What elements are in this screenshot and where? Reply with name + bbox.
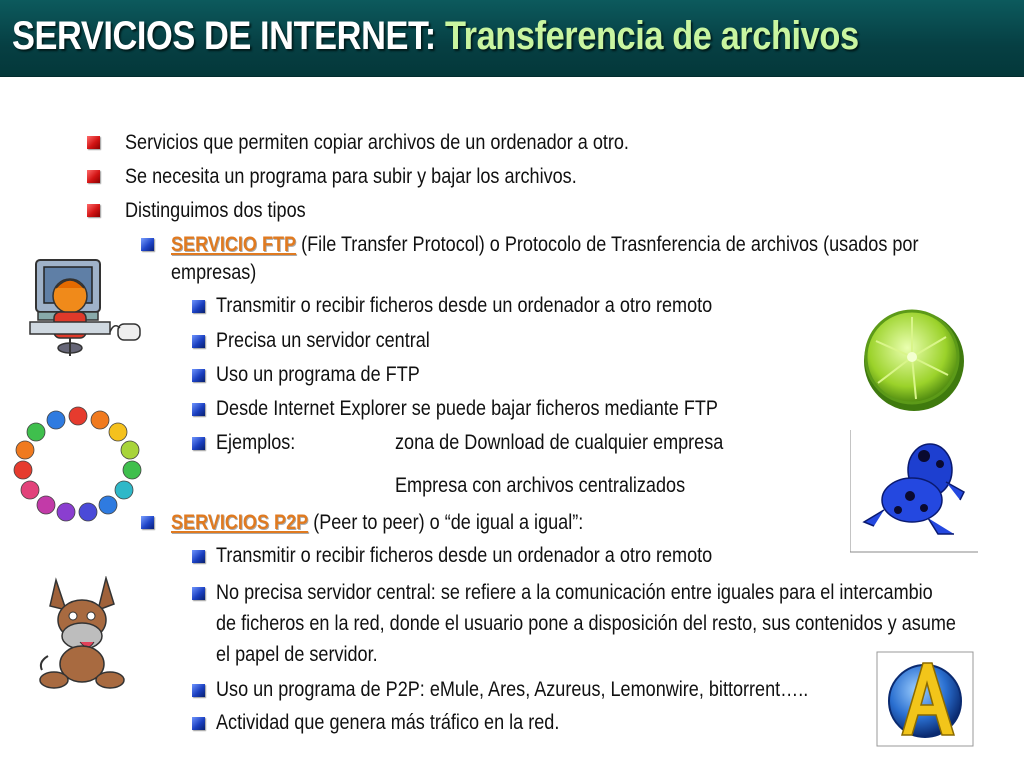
p2p-description: (Peer to peer) o “de igual a igual”: — [308, 511, 584, 534]
blue-bullet-icon — [192, 335, 205, 348]
p2p-item: Uso un programa de P2P: eMule, Ares, Azureus, Lemonwire, bittorrent….. — [216, 678, 809, 701]
bullet-text: Se necesita un programa para subir y bajar los archivos. — [125, 165, 577, 188]
emule-donkey-icon — [34, 576, 130, 690]
red-bullet-icon — [87, 136, 100, 149]
blue-bullet-icon — [192, 684, 205, 697]
p2p-item-cont: el papel de servidor. — [216, 643, 378, 666]
limewire-lime-icon — [860, 305, 966, 413]
azureus-frog-icon — [850, 430, 980, 554]
ftp-item: Transmitir o recibir ficheros desde un ordenador a otro remoto — [216, 294, 713, 317]
ftp-link[interactable]: SERVICIO FTP — [171, 233, 297, 256]
ftp-item: Precisa un servidor central — [216, 329, 430, 352]
ares-a-icon — [876, 651, 974, 747]
blue-bullet-icon — [192, 403, 205, 416]
p2p-item-cont: de ficheros en la red, donde el usuario pone a disposición del resto, sus contenidos y asume — [216, 612, 956, 635]
bullet-text: Distinguimos dos tipos — [125, 199, 306, 222]
blue-bullet-icon — [192, 369, 205, 382]
people-ring-icon — [12, 404, 144, 524]
ftp-item: Desde Internet Explorer se puede bajar ficheros mediante FTP — [216, 397, 718, 420]
p2p-item: No precisa servidor central: se refiere a la comunicación entre iguales para el intercambio — [216, 581, 933, 604]
person-at-computer-icon — [26, 252, 146, 362]
red-bullet-icon — [87, 170, 100, 183]
ftp-item: Uso un programa de FTP — [216, 363, 420, 386]
title-sub: Transferencia de archivos — [444, 14, 859, 58]
examples-label: Ejemplos: — [216, 431, 296, 454]
blue-bullet-icon — [192, 437, 205, 450]
blue-bullet-icon — [192, 587, 205, 600]
red-bullet-icon — [87, 204, 100, 217]
p2p-link[interactable]: SERVICIOS P2P — [171, 511, 309, 534]
title-main: SERVICIOS DE INTERNET: — [12, 14, 436, 58]
blue-bullet-icon — [192, 300, 205, 313]
bullet-text: Servicios que permiten copiar archivos de un ordenador a otro. — [125, 131, 629, 154]
p2p-heading — [171, 508, 583, 538]
ftp-description: (File Transfer Protocol) o Protocolo de Trasnferencia de archivos (usados por — [296, 233, 919, 256]
blue-bullet-icon — [141, 238, 154, 251]
example-2: Empresa con archivos centralizados — [395, 474, 686, 497]
p2p-item: Actividad que genera más tráfico en la red. — [216, 711, 560, 734]
ftp-heading — [171, 230, 918, 260]
blue-bullet-icon — [192, 550, 205, 563]
p2p-item: Transmitir o recibir ficheros desde un ordenador a otro remoto — [216, 544, 713, 567]
example-1: zona de Download de cualquier empresa — [395, 431, 724, 454]
ftp-description-cont: empresas) — [171, 261, 257, 284]
blue-bullet-icon — [192, 717, 205, 730]
